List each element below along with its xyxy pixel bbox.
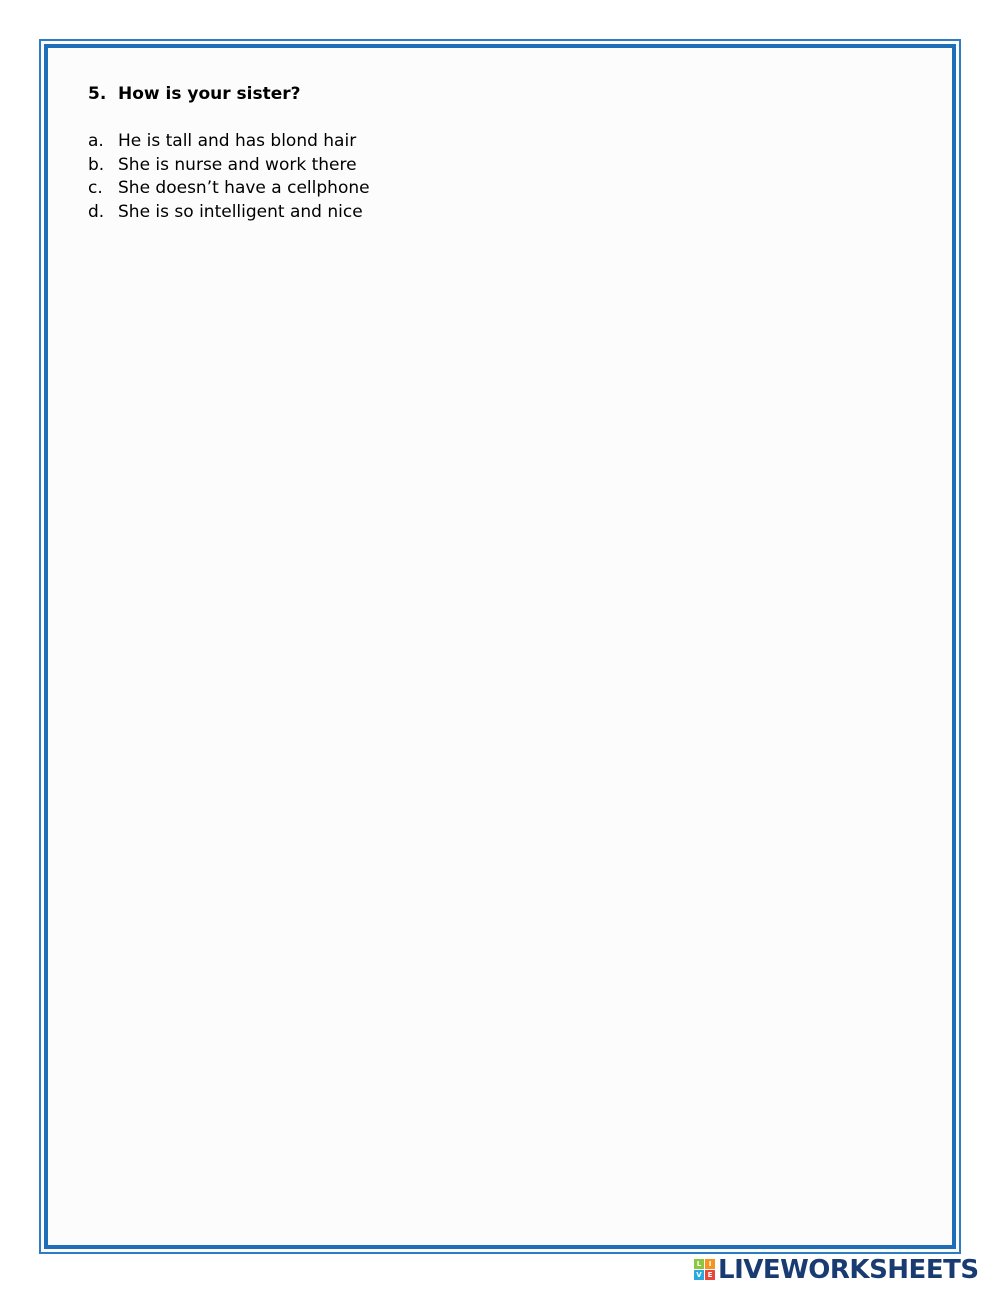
logo-cell-v: V — [694, 1270, 704, 1280]
brand-wordmark: LIVEWORKSHEETS — [718, 1255, 979, 1285]
question-5 — [88, 84, 301, 104]
logo-cell-i: I — [705, 1259, 715, 1269]
worksheet-frame-inner-border — [44, 44, 956, 1249]
liveworksheets-brand — [694, 1256, 979, 1284]
option-c[interactable] — [88, 177, 370, 201]
option-a[interactable] — [88, 130, 370, 154]
answer-options — [88, 130, 370, 224]
option-letter: d. — [88, 201, 105, 222]
question-text: How is your sister? — [118, 84, 301, 104]
logo-cell-l: L — [694, 1259, 704, 1269]
question-number: 5. — [88, 84, 107, 104]
option-letter: a. — [88, 131, 104, 151]
option-text: She is so intelligent and nice — [118, 201, 363, 222]
liveworksheets-logo-icon — [694, 1259, 716, 1281]
option-text: She doesn’t have a cellphone — [118, 178, 370, 198]
option-b[interactable] — [88, 154, 370, 178]
option-letter: b. — [88, 154, 105, 175]
logo-cell-e: E — [705, 1270, 715, 1280]
option-letter: c. — [88, 178, 103, 198]
option-text: She is nurse and work there — [118, 154, 357, 175]
option-d[interactable] — [88, 201, 370, 225]
option-text: He is tall and has blond hair — [118, 131, 357, 151]
